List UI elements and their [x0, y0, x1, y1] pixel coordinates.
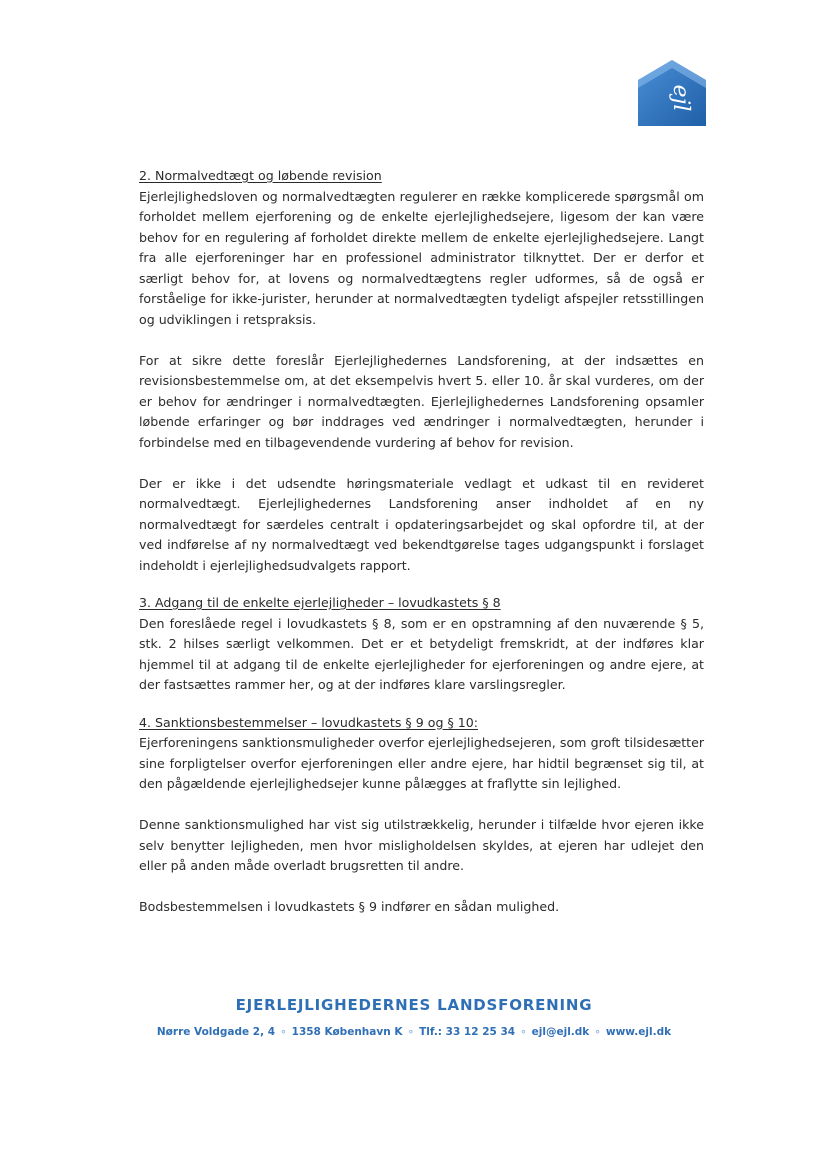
letter-body: [139, 166, 704, 938]
section-heading: 4. Sanktionsbestemmelser – lovudkastets § 9 og § 10:: [139, 714, 479, 730]
section-heading: 3. Adgang til de enkelte ejerlejligheder – lovudkastets § 8: [139, 595, 501, 610]
paragraph: Denne sanktionsmulighed har vist sig utilstrækkelig, herunder i tilfælde hvor ejeren ikke selv benytter lejligheden, men hvor misligholdelsen skyldes, at ejeren har udlejet den eller på anden måde overladt brugsretten til andre.: [139, 817, 704, 873]
footer-contact: [0, 1026, 828, 1038]
ejl-logo-icon: [636, 58, 708, 130]
paragraph: Ejerlejlighedsloven og normalvedtægten regulerer en række komplicerede spørgsmål om forholdet mellem ejerforening og de enkelte ejerlejlighedsejere, ligesom der kan være behov for en regulering af forholdet direkte mellem de enkelte ejerlejlighedsejere. Langt fra alle ejerforeninger har en professionel administrator tilknyttet. Der er derfor et særligt behov for, at lovens og normalvedtægtens regler udformes, så de også er forståelige for ikke-jurister, herunder at normalvedtægten tydeligt afspejler retsstillingen og udviklingen i retspraksis.: [139, 188, 704, 327]
footer-phone: Tlf.: 33 12 25 34: [419, 1026, 516, 1038]
footer-address: Nørre Voldgade 2, 4: [156, 1026, 276, 1038]
separator-dot-icon: ∘: [407, 1026, 415, 1038]
section-sanctions: [139, 713, 704, 918]
separator-dot-icon: ∘: [520, 1026, 527, 1038]
footer-organization: EJERLEJLIGHEDERNES LANDSFORENING: [235, 996, 593, 1014]
paragraph: Der er ikke i det udsendte høringsmateriale vedlagt et udkast til en revideret normalvedtægt. Ejerlejlighedernes Landsforening anser indholdet af en ny normalvedtægt for særdeles centralt i opdateringsarbejdet og skal opfordre til, at der ved indførelse af ny normalvedtægt ved bekendtgørelse tages udgangspunkt i forslaget indeholdt i ejerlejlighedsudvalgets rapport.: [139, 475, 704, 573]
paragraph: Den foreslåede regel i lovudkastets § 8, som er en opstramning af den nuværende § 5, stk. 2 hilses særligt velkommen. Det er et betydeligt fremskridt, at der indføres klar hjemmel til at adgang til de enkelte ejerlejligheder for ejerforeningen og andre ejere, at der fastsættes rammer her, og at der indføres klare varslingsregler.: [139, 615, 704, 692]
separator-dot-icon: ∘: [280, 1026, 287, 1038]
footer-email[interactable]: ejl@ejl.dk: [531, 1026, 590, 1038]
svg-text:ejl: ejl: [668, 84, 693, 112]
footer-postal: 1358 København K: [291, 1026, 403, 1038]
section-heading: 2. Normalvedtægt og løbende revision: [139, 168, 382, 183]
section-access: [139, 593, 704, 696]
paragraph: Bodsbestemmelsen i lovudkastets § 9 indfører en sådan mulighed.: [139, 899, 560, 914]
section-revision: [139, 166, 704, 576]
paragraph: For at sikre dette foreslår Ejerlejlighedernes Landsforening, at der indsættes en revisionsbestemmelse om, at det eksempelvis hvert 5. eller 10. år skal vurderes, om der er behov for ændringer i normalvedtægten. Ejerlejlighedernes Landsforening opsamler løbende erfaringer og bør inddrages ved ændringer i normalvedtægten, herunder i forbindelse med en tilbagevendende vurdering af behov for revision.: [139, 352, 704, 450]
separator-dot-icon: ∘: [594, 1026, 601, 1038]
paragraph: Ejerforeningens sanktionsmuligheder overfor ejerlejlighedsejeren, som groft tilsidesætter sine forpligtelser overfor ejerforeningen eller andre ejere, har hidtil begrænset sig til, at den pågældende ejerlejlighedsejer kunne pålægges at fraflytte sin lejlighed.: [139, 735, 704, 791]
footer-website[interactable]: www.ejl.dk: [605, 1026, 672, 1038]
